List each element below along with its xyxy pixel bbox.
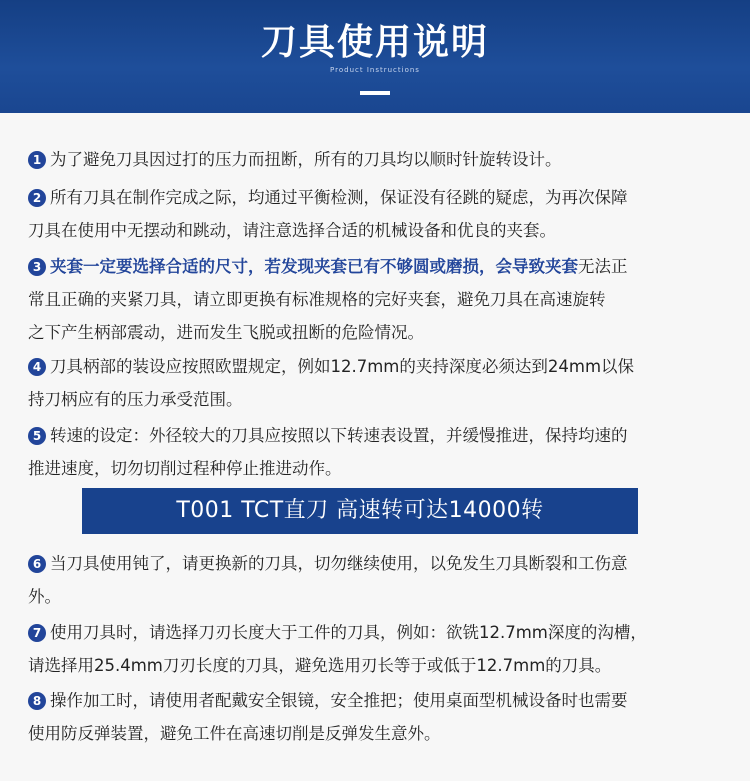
number-badge-3: 3 [28, 258, 46, 276]
instruction-item-6 [28, 547, 728, 613]
speed-banner: T001 TCT直刀 高速转可达14000转 [82, 488, 638, 534]
instruction-item-2 [28, 181, 728, 247]
instruction-text: 为了避免刀具因过打的压力而扭断，所有的刀具均以顺时针旋转设计。 [50, 150, 562, 169]
instruction-item-5 [28, 419, 728, 485]
instruction-text: 当刀具使用钝了，请更换新的刀具，切勿继续使用，以免发生刀具断裂和工伤意 [50, 554, 628, 573]
instruction-text: 转速的设定：外径较大的刀具应按照以下转速表设置，并缓慢推进，保持均速的 [50, 426, 628, 445]
number-badge-6: 6 [28, 555, 46, 573]
instruction-item-7 [28, 616, 728, 682]
instruction-text: 刀具柄部的装设应按照欧盟规定，例如12.7mm的夹持深度必须达到24mm以保 [50, 357, 635, 376]
number-badge-1: 1 [28, 151, 46, 169]
instruction-item-3 [28, 250, 728, 349]
number-badge-2: 2 [28, 189, 46, 207]
highlighted-warning: 夹套一定要选择合适的尺寸，若发现夹套已有不够圆或磨损，会导致夹套 [50, 257, 578, 276]
instruction-text: 请选择用25.4mm刀刃长度的刀具，避免选用刃长等于或低于12.7mm的刀具。 [28, 656, 612, 675]
page-subtitle: Product Instructions [330, 66, 420, 74]
instruction-text: 持刀柄应有的压力承受范围。 [28, 390, 243, 409]
instruction-item-1 [28, 143, 728, 176]
instruction-text: 常且正确的夹紧刀具，请立即更换有标准规格的完好夹套，避免刀具在高速旋转 [28, 290, 606, 309]
instruction-text: 推进速度，切勿切削过程种停止推进动作。 [28, 459, 342, 478]
instruction-text: 操作加工时，请使用者配戴安全银镜，安全推把；使用桌面型机械设备时也需要 [50, 691, 628, 710]
number-badge-8: 8 [28, 692, 46, 710]
instruction-text: 所有刀具在制作完成之际，均通过平衡检测，保证没有径跳的疑虑，为再次保障 [50, 188, 628, 207]
number-badge-5: 5 [28, 427, 46, 445]
instruction-text: 刀具在使用中无摆动和跳动，请注意选择合适的机械设备和优良的夹套。 [28, 221, 556, 240]
instruction-text: 使用防反弹装置，避免工件在高速切削是反弹发生意外。 [28, 724, 441, 743]
number-badge-7: 7 [28, 624, 46, 642]
instruction-text: 无法正 [578, 257, 628, 276]
page-title: 刀具使用说明 [260, 22, 489, 63]
instruction-item-8 [28, 684, 728, 750]
instruction-text: 使用刀具时，请选择刀刃长度大于工件的刀具，例如：欲铣12.7mm深度的沟槽， [50, 623, 647, 642]
instruction-text: 之下产生柄部震动，进而发生飞脱或扭断的危险情况。 [28, 323, 424, 342]
number-badge-4: 4 [28, 358, 46, 376]
instruction-text: 外。 [28, 587, 61, 606]
instruction-item-4 [28, 350, 728, 416]
